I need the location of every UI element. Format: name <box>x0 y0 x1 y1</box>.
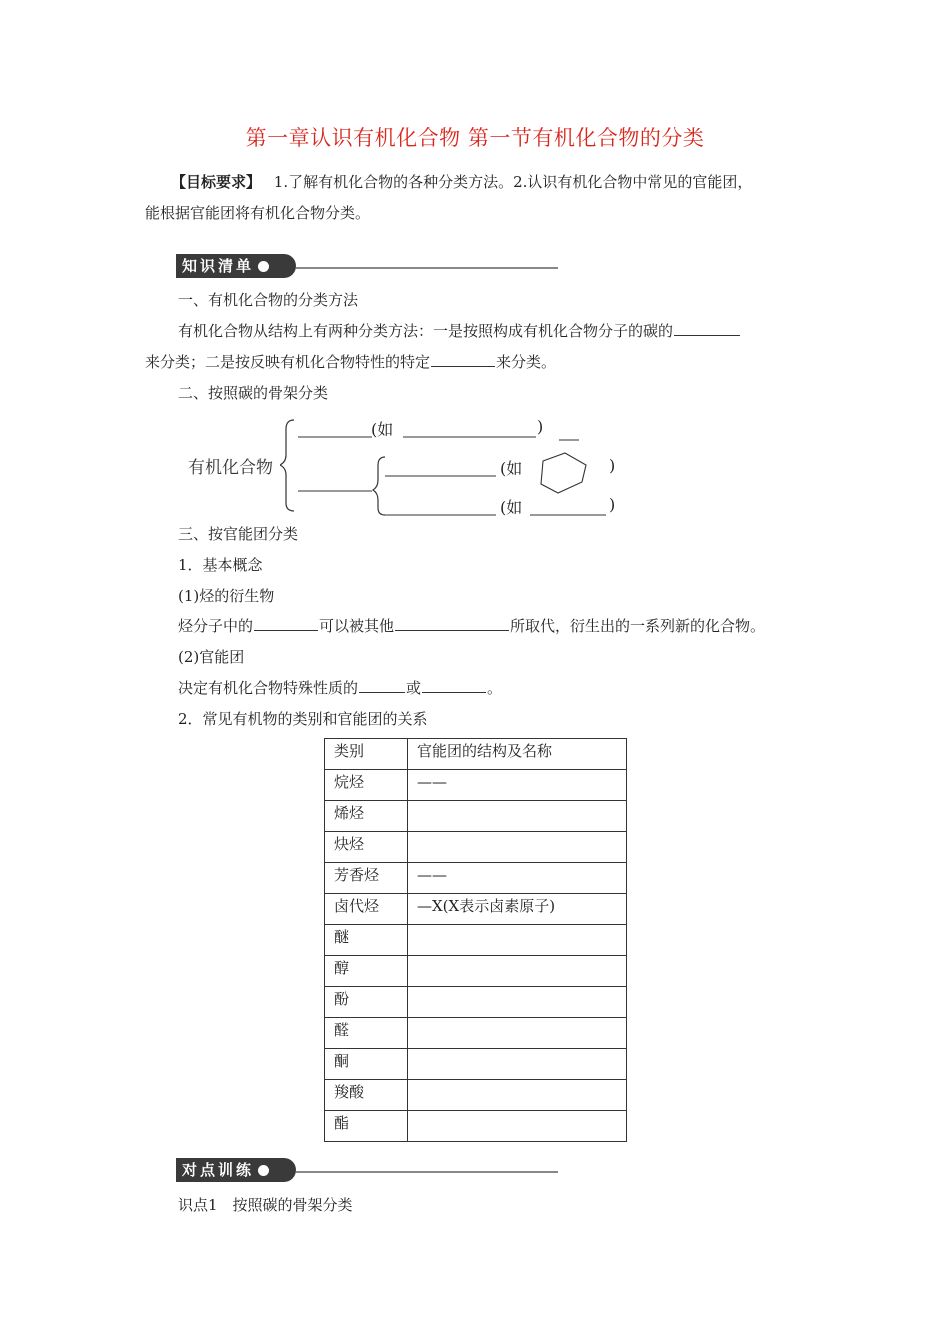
left-brace <box>280 420 294 511</box>
paren-close: ) <box>537 417 544 436</box>
example-1: (如 <box>371 420 394 439</box>
table-cell: 酮 <box>325 1049 408 1080</box>
table-cell: 羧酸 <box>325 1080 408 1111</box>
part3-line-b <box>178 677 502 698</box>
part1-text-a: 有机化合物从结构上有两种分类方法：一是按照构成有机化合物分子的碳的 <box>178 322 674 340</box>
text-segment: 可以被其他 <box>319 617 395 635</box>
badge-practice-label: 对点训练 <box>182 1161 255 1179</box>
table-cell[interactable] <box>408 801 627 832</box>
badge-practice <box>176 1158 296 1182</box>
table-header: 类别 <box>325 739 408 770</box>
table-row <box>325 863 627 894</box>
table-cell: 醚 <box>325 925 408 956</box>
text-segment: 决定有机化合物特殊性质的 <box>178 679 359 697</box>
table-row <box>325 1049 627 1080</box>
table-row <box>325 801 627 832</box>
table-cell[interactable] <box>408 1049 627 1080</box>
badge-divider <box>296 1171 558 1173</box>
cyclic-ring-icon <box>541 453 586 493</box>
part3-sub2: 2．常见有机物的类别和官能团的关系 <box>178 710 428 728</box>
table-cell: 烯烃 <box>325 801 408 832</box>
table-cell[interactable] <box>408 1111 627 1142</box>
functional-group-table <box>324 738 627 1142</box>
classification-diagram <box>280 415 630 520</box>
table-cell[interactable] <box>408 956 627 987</box>
table-cell[interactable] <box>408 1018 627 1049</box>
inner-brace <box>373 457 385 515</box>
example-ru-1: 如 <box>377 420 394 439</box>
table-row <box>325 770 627 801</box>
part1-heading: 一、有机化合物的分类方法 <box>178 291 359 309</box>
paren-close: ) <box>609 495 616 514</box>
objectives-line-2: 能根据官能团将有机化合物分类。 <box>145 204 371 222</box>
practice-item-1: 识点1 按照碳的骨架分类 <box>178 1196 353 1214</box>
example-ru-2: 如 <box>506 459 523 478</box>
table-cell[interactable]: —— <box>408 863 627 894</box>
table-cell: 卤代烃 <box>325 894 408 925</box>
table-row <box>325 925 627 956</box>
table-cell[interactable]: —X(X表示卤素原子) <box>408 894 627 925</box>
text-segment: 或 <box>406 679 422 697</box>
fill-blank[interactable] <box>674 320 740 336</box>
section-badge-practice <box>176 1158 558 1182</box>
example-ru-3: 如 <box>506 498 523 517</box>
text-segment: 。 <box>487 679 503 697</box>
example-2: (如 <box>500 459 523 478</box>
part3-sub1: 1．基本概念 <box>178 556 263 574</box>
table-cell: 酚 <box>325 987 408 1018</box>
fill-blank[interactable] <box>422 677 486 693</box>
part3-heading: 三、按官能团分类 <box>178 525 299 543</box>
badge-divider <box>296 267 558 269</box>
table-row <box>325 1018 627 1049</box>
table-cell[interactable] <box>408 987 627 1018</box>
table-row <box>325 894 627 925</box>
part3-line-a <box>178 615 765 636</box>
table-row <box>325 1080 627 1111</box>
diagram-root-label: 有机化合物 <box>188 458 273 478</box>
table-cell: 芳香烃 <box>325 863 408 894</box>
fill-blank[interactable] <box>254 615 318 631</box>
table-cell: 炔烃 <box>325 832 408 863</box>
part1-text-b: 来分类；二是按反映有机化合物特性的特定 <box>145 353 431 371</box>
badge-knowledge <box>176 254 296 278</box>
bullet-dot-icon <box>258 1165 269 1176</box>
table-header: 官能团的结构及名称 <box>408 739 627 770</box>
example-3: (如 <box>500 498 523 517</box>
table-cell: 醛 <box>325 1018 408 1049</box>
part3-sub1b: (2)官能团 <box>178 648 245 666</box>
part3-sub1a: (1)烃的衍生物 <box>178 587 275 605</box>
table-row <box>325 987 627 1018</box>
table-cell: 烷烃 <box>325 770 408 801</box>
paren-close: ) <box>609 456 616 475</box>
table-cell[interactable]: —— <box>408 770 627 801</box>
fill-blank[interactable] <box>359 677 405 693</box>
table-row <box>325 832 627 863</box>
objectives-text-1: 1.了解有机化合物的各种分类方法。2.认识有机化合物中常见的官能团， <box>273 173 753 191</box>
table-cell: 酯 <box>325 1111 408 1142</box>
table-cell[interactable] <box>408 832 627 863</box>
fill-blank[interactable] <box>431 351 495 367</box>
bullet-dot-icon <box>258 261 269 272</box>
objectives-line-1 <box>171 171 752 192</box>
part1-line-1 <box>178 320 741 341</box>
part1-line-2 <box>145 351 556 372</box>
table-row <box>325 1111 627 1142</box>
part1-text-c: 来分类。 <box>496 353 557 371</box>
table-header-row <box>325 739 627 770</box>
section-badge-knowledge <box>176 254 558 278</box>
objectives-label: 【目标要求】 <box>171 173 262 191</box>
badge-knowledge-label: 知识清单 <box>182 257 255 275</box>
table-row <box>325 956 627 987</box>
fill-blank[interactable] <box>395 615 509 631</box>
table-cell[interactable] <box>408 925 627 956</box>
table-cell: 醇 <box>325 956 408 987</box>
text-segment: 所取代，衍生出的一系列新的化合物。 <box>510 617 766 635</box>
part2-heading: 二、按照碳的骨架分类 <box>178 384 329 402</box>
table-cell[interactable] <box>408 1080 627 1111</box>
text-segment: 烃分子中的 <box>178 617 254 635</box>
page-title: 第一章认识有机化合物 第一节有机化合物的分类 <box>245 126 705 150</box>
